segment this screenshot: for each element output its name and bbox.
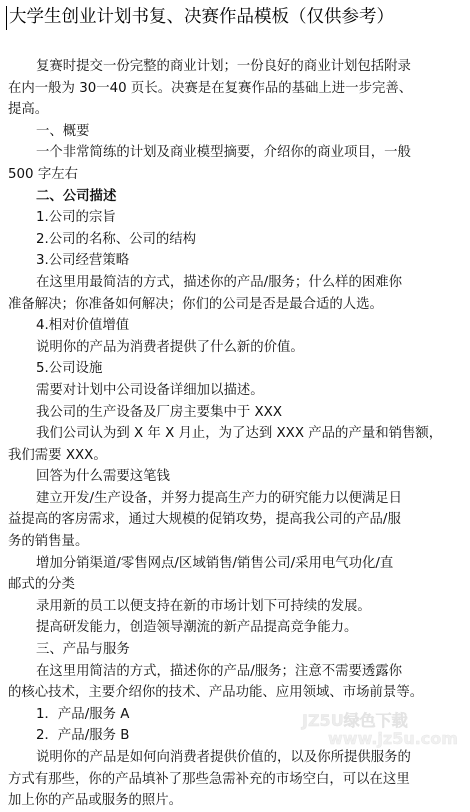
paragraph-line: 一个非常简练的计划及商业模型摘要，介绍你的商业项目，一般: [36, 145, 411, 161]
paragraph-line: 一、概要: [36, 123, 90, 139]
document-body: [0, 56, 470, 812]
watermark-url: www.jz5u.com: [328, 729, 458, 748]
paragraph-line: 说明你的产品为消费者提供了什么新的价值。: [36, 339, 304, 355]
watermark-text: JZ5U绿色下载: [302, 711, 408, 730]
document-title: 大学生创业计划书复、决赛作品模板（仅供参考）: [9, 7, 394, 27]
text-cursor: [6, 6, 7, 30]
paragraph-line: 方式有那些，你的产品填补了那些急需补充的市场空白，可以在这里: [8, 771, 410, 787]
paragraph-line: 提高。: [8, 102, 49, 118]
paragraph-line: 5.公司设施: [36, 361, 103, 377]
paragraph-line: 需要对计划中公司设备详细加以描述。: [36, 382, 264, 398]
paragraph-line: 三、产品与服务: [36, 642, 130, 658]
paragraph-line: 4.相对价值增值: [36, 318, 130, 334]
paragraph-line: 1．产品/服务 A: [36, 706, 130, 722]
paragraph-line: 2．产品/服务 B: [36, 728, 130, 744]
paragraph-line: 在这里用最简洁的方式，描述你的产品/服务；什么样的困难你: [36, 274, 403, 290]
paragraph-line: 1.公司的宗旨: [36, 210, 116, 226]
paragraph-line: 录用新的员工以便支持在新的市场计划下可持续的发展。: [36, 598, 371, 614]
paragraph-line: 增加分销渠道/零售网点/区域销售/销售公司/采用电气功化/直: [36, 555, 394, 571]
paragraph-line: 我们公司认为到 X 年 X 月止，为了达到 XXX 产品的产量和销售额，: [36, 426, 443, 442]
paragraph-line: 准备解决；你准备如何解决；你们的公司是否是最合适的人选。: [8, 296, 383, 312]
paragraph-line: 2.公司的名称、公司的结构: [36, 231, 197, 247]
paragraph-line: 加上你的产品或服务的照片。: [8, 793, 183, 809]
paragraph-line: 我们需要 XXX。: [8, 447, 107, 463]
paragraph-line: 务的销售量。: [8, 534, 89, 550]
paragraph-line: 回答为什么需要这笔钱: [36, 469, 170, 485]
paragraph-line: 3.公司经营策略: [36, 253, 130, 269]
paragraph-line: 的核心技术，主要介绍你的技术、产品功能、应用领域、市场前景等。: [8, 685, 424, 701]
paragraph-line: 我公司的生产设备及厂房主要集中于 XXX: [36, 404, 283, 420]
paragraph-line: 建立开发/生产设备，并努力提高生产力的研究能力以便满足日: [36, 490, 403, 506]
paragraph-line: 邮式的分类: [8, 577, 75, 593]
paragraph-line: 在这里用简洁的方式，描述你的产品/服务；注意不需要透露你: [36, 663, 403, 679]
paragraph-line: 说明你的产品是如何向消费者提供价值的，以及你所提供服务的: [36, 750, 411, 765]
paragraph-line: 提高研发能力，创造领导潮流的新产品提高竞争能力。: [36, 620, 358, 636]
paragraph-line: 二、公司描述: [36, 188, 117, 204]
paragraph-line: 复赛时提交一份完整的商业计划；一份良好的商业计划包括附录: [36, 59, 411, 74]
paragraph-line: 益提高的客房需求，通过大规模的促销攻势，提高我公司的产品/服: [8, 512, 401, 528]
paragraph-line: 500 字左右: [8, 166, 78, 182]
paragraph-line: 在内一般为 30一40 页长。决赛是在复赛作品的基础上进一步完善、: [8, 80, 413, 96]
